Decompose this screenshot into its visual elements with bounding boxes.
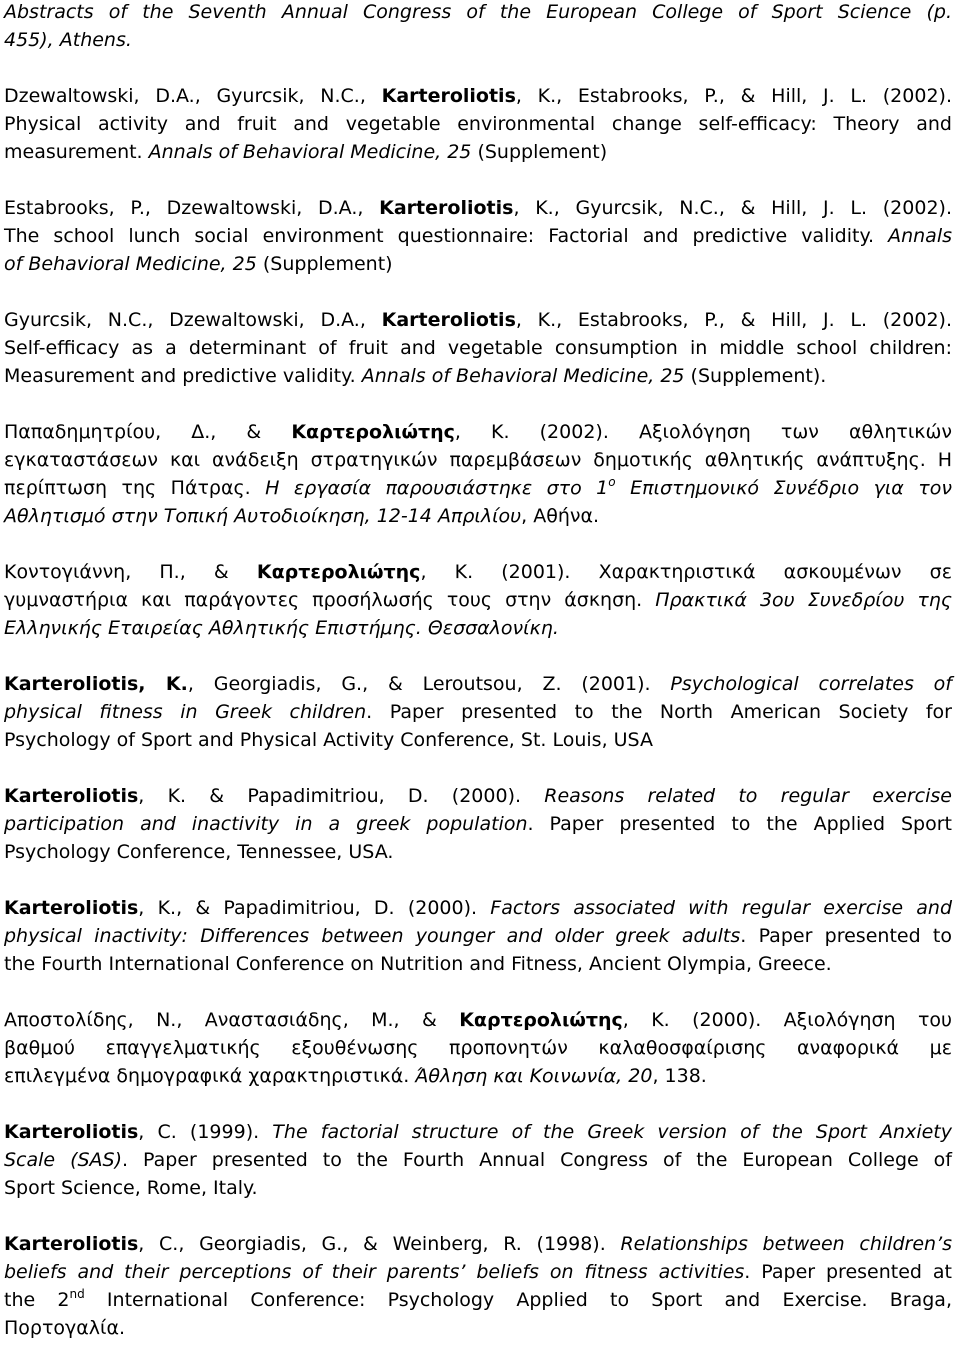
text-line	[4, 474, 952, 502]
text-line	[4, 1146, 952, 1174]
text-line	[4, 726, 952, 754]
text-run: , K. & Papadimitriou, D. (2000).	[138, 785, 545, 807]
author-name-bold: Καρτερολιώτης	[256, 561, 421, 583]
text-run: (Supplement)	[471, 141, 608, 163]
italic-title-text: Annals of Behavioral Medicine, 25	[148, 141, 472, 163]
text-line	[4, 362, 952, 390]
reference-entry	[4, 1118, 952, 1202]
text-line	[4, 110, 952, 138]
text-run: measurement.	[4, 141, 149, 163]
italic-title-text: Reasons related to regular exercise	[544, 785, 952, 807]
text-line	[4, 0, 952, 26]
text-line	[4, 894, 952, 922]
text-run: , Αθήνα.	[521, 505, 600, 527]
text-run: , K., & Papadimitriou, D. (2000).	[138, 897, 491, 919]
superscript-text: ο	[608, 475, 616, 489]
text-line	[4, 922, 952, 950]
text-run: , Georgiadis, G., & Leroutsou, Z. (2001).	[187, 673, 671, 695]
text-run: , C. (1999).	[138, 1121, 273, 1143]
text-run: (Supplement).	[684, 365, 827, 387]
author-name-bold: Karteroliotis	[4, 1233, 139, 1255]
text-run: Πορτογαλία.	[4, 1317, 126, 1339]
italic-title-text: physical inactivity: Differences between younger and older greek adults	[4, 925, 741, 947]
text-run: βαθμού επαγγελματικής εξουθένωσης προπονητών καλαθοσφαίρισης αναφορικά με	[4, 1037, 952, 1059]
italic-title-text: Psychological correlates of	[670, 673, 952, 695]
text-run: Self-efficacy as a determinant of fruit and vegetable consumption in middle school children:	[4, 337, 952, 359]
italic-title-text: Επιστημονικό Συνέδριο για τον	[615, 477, 952, 499]
reference-entry	[4, 1006, 952, 1090]
reference-entry	[4, 782, 952, 866]
text-line	[4, 446, 952, 474]
italic-title-text: Annals of Behavioral Medicine, 25	[361, 365, 685, 387]
text-line	[4, 1230, 952, 1258]
text-line	[4, 698, 952, 726]
text-run: Psychology Conference, Tennessee, USA.	[4, 841, 394, 863]
text-run: Παπαδημητρίου, Δ., &	[4, 421, 292, 443]
text-run: Sport Science, Rome, Italy.	[4, 1177, 258, 1199]
text-run: Estabrooks, P., Dzewaltowski, D.A.,	[4, 197, 380, 219]
superscript-text: nd	[69, 1287, 85, 1301]
text-run: , Κ. (2000). Αξιολόγηση του	[622, 1009, 953, 1031]
text-run: Physical activity and fruit and vegetable environmental change self-efficacy: Theory and	[4, 113, 952, 135]
text-run: Psychology of Sport and Physical Activity Conference, St. Louis, USA	[4, 729, 653, 751]
text-run: . Paper presented to the North American Society for	[366, 701, 952, 723]
text-run: International Conference: Psychology Applied to Sport and Exercise. Braga,	[84, 1289, 952, 1311]
italic-title-text: Αθλητισμό στην Τοπική Αυτοδιοίκηση, 12-14 Απριλίου	[4, 505, 522, 527]
text-line	[4, 1006, 952, 1034]
text-line	[4, 138, 952, 166]
text-line	[4, 558, 952, 586]
text-line	[4, 1258, 952, 1286]
text-line	[4, 26, 952, 54]
italic-title-text: of Behavioral Medicine, 25	[4, 253, 257, 275]
italic-title-text: Η εργασία παρουσιάστηκε στο 1	[265, 477, 609, 499]
italic-title-text: beliefs and their perceptions of their parents’ beliefs on fitness activities	[4, 1261, 745, 1283]
text-run: . Paper presented to the Applied Sport	[527, 813, 953, 835]
text-run: , K., Estabrooks, P., & Hill, J. L. (2002).	[515, 85, 952, 107]
text-run: The school lunch social environment questionnaire: Factorial and predictive validity.	[4, 225, 889, 247]
text-line	[4, 1314, 952, 1342]
italic-title-text: 455), Athens.	[4, 29, 132, 51]
text-line	[4, 306, 952, 334]
text-line	[4, 502, 952, 530]
text-line	[4, 1062, 952, 1090]
text-run: (Supplement)	[256, 253, 393, 275]
text-run: περίπτωση της Πάτρας.	[4, 477, 266, 499]
text-line	[4, 950, 952, 978]
reference-entry	[4, 418, 952, 530]
text-line	[4, 82, 952, 110]
italic-title-text: Πρακτικά 3ου Συνεδρίου της	[655, 589, 953, 611]
text-run: . Paper presented at	[744, 1261, 952, 1283]
text-run: , K., Gyurcsik, N.C., & Hill, J. L. (2002).	[513, 197, 952, 219]
text-line	[4, 250, 952, 278]
text-run: Measurement and predictive validity.	[4, 365, 362, 387]
reference-entry	[4, 194, 952, 278]
author-name-bold: Karteroliotis, K.	[4, 673, 188, 695]
text-line	[4, 194, 952, 222]
text-run: εγκαταστάσεων και ανάδειξη στρατηγικών παρεμβάσεων δημοτικής αθλητικής ανάπτυξης. Η	[4, 449, 952, 471]
reference-entry	[4, 82, 952, 166]
author-name-bold: Karteroliotis	[381, 309, 516, 331]
text-run: Κοντογιάννη, Π., &	[4, 561, 257, 583]
author-name-bold: Karteroliotis	[379, 197, 514, 219]
reference-list	[4, 0, 952, 1342]
italic-title-text: Factors associated with regular exercise and	[490, 897, 953, 919]
text-line	[4, 1174, 952, 1202]
italic-title-text: Scale (SAS)	[4, 1149, 123, 1171]
text-line	[4, 586, 952, 614]
text-line	[4, 334, 952, 362]
text-run: the 2	[4, 1289, 70, 1311]
italic-title-text: Relationships between children’s	[620, 1233, 953, 1255]
text-run: Αποστολίδης, Ν., Αναστασιάδης, Μ., &	[4, 1009, 460, 1031]
text-run: , K., Estabrooks, P., & Hill, J. L. (2002).	[515, 309, 952, 331]
italic-title-text: Abstracts of the Seventh Annual Congress of the European College of Sport Science (p.	[4, 1, 952, 23]
text-line	[4, 810, 952, 838]
author-name-bold: Karteroliotis	[4, 785, 139, 807]
italic-title-text: The factorial structure of the Greek version of the Sport Anxiety	[272, 1121, 953, 1143]
reference-entry	[4, 670, 952, 754]
text-run: επιλεγμένα δημογραφικά χαρακτηριστικά.	[4, 1065, 416, 1087]
text-run: , Κ. (2001). Χαρακτηριστικά ασκουμένων σε	[420, 561, 952, 583]
text-run: , Κ. (2002). Αξιολόγηση των αθλητικών	[454, 421, 953, 443]
text-run: . Paper presented to the Fourth Annual Congress of the European College of	[122, 1149, 952, 1171]
text-line	[4, 418, 952, 446]
author-name-bold: Karteroliotis	[4, 897, 139, 919]
text-run: Gyurcsik, N.C., Dzewaltowski, D.A.,	[4, 309, 382, 331]
text-line	[4, 670, 952, 698]
text-run: γυμναστήρια και παράγοντες προσήλωσής τους στην άσκηση.	[4, 589, 656, 611]
author-name-bold: Καρτερολιώτης	[459, 1009, 623, 1031]
text-run: , 138.	[652, 1065, 707, 1087]
reference-entry	[4, 558, 952, 642]
text-line	[4, 1118, 952, 1146]
author-name-bold: Karteroliotis	[381, 85, 516, 107]
text-run: Dzewaltowski, D.A., Gyurcsik, N.C.,	[4, 85, 382, 107]
author-name-bold: Karteroliotis	[4, 1121, 139, 1143]
reference-entry	[4, 1230, 952, 1342]
reference-entry	[4, 0, 952, 54]
italic-title-text: Ελληνικής Εταιρείας Αθλητικής Επιστήμης. Θεσσαλονίκη.	[4, 617, 559, 639]
author-name-bold: Καρτερολιώτης	[291, 421, 455, 443]
text-run: , C., Georgiadis, G., & Weinberg, R. (1998).	[138, 1233, 621, 1255]
text-line	[4, 1034, 952, 1062]
text-line	[4, 614, 952, 642]
text-line	[4, 1286, 952, 1314]
italic-title-text: participation and inactivity in a greek population	[4, 813, 528, 835]
italic-title-text: Annals	[888, 225, 952, 247]
text-line	[4, 782, 952, 810]
reference-entry	[4, 894, 952, 978]
reference-entry	[4, 306, 952, 390]
italic-title-text: Άθληση και Κοινωνία, 20	[415, 1065, 653, 1087]
text-line	[4, 222, 952, 250]
text-run: . Paper presented to	[740, 925, 952, 947]
text-run: the Fourth International Conference on Nutrition and Fitness, Ancient Olympia, Greece.	[4, 953, 832, 975]
italic-title-text: physical fitness in Greek children	[4, 701, 367, 723]
text-line	[4, 838, 952, 866]
